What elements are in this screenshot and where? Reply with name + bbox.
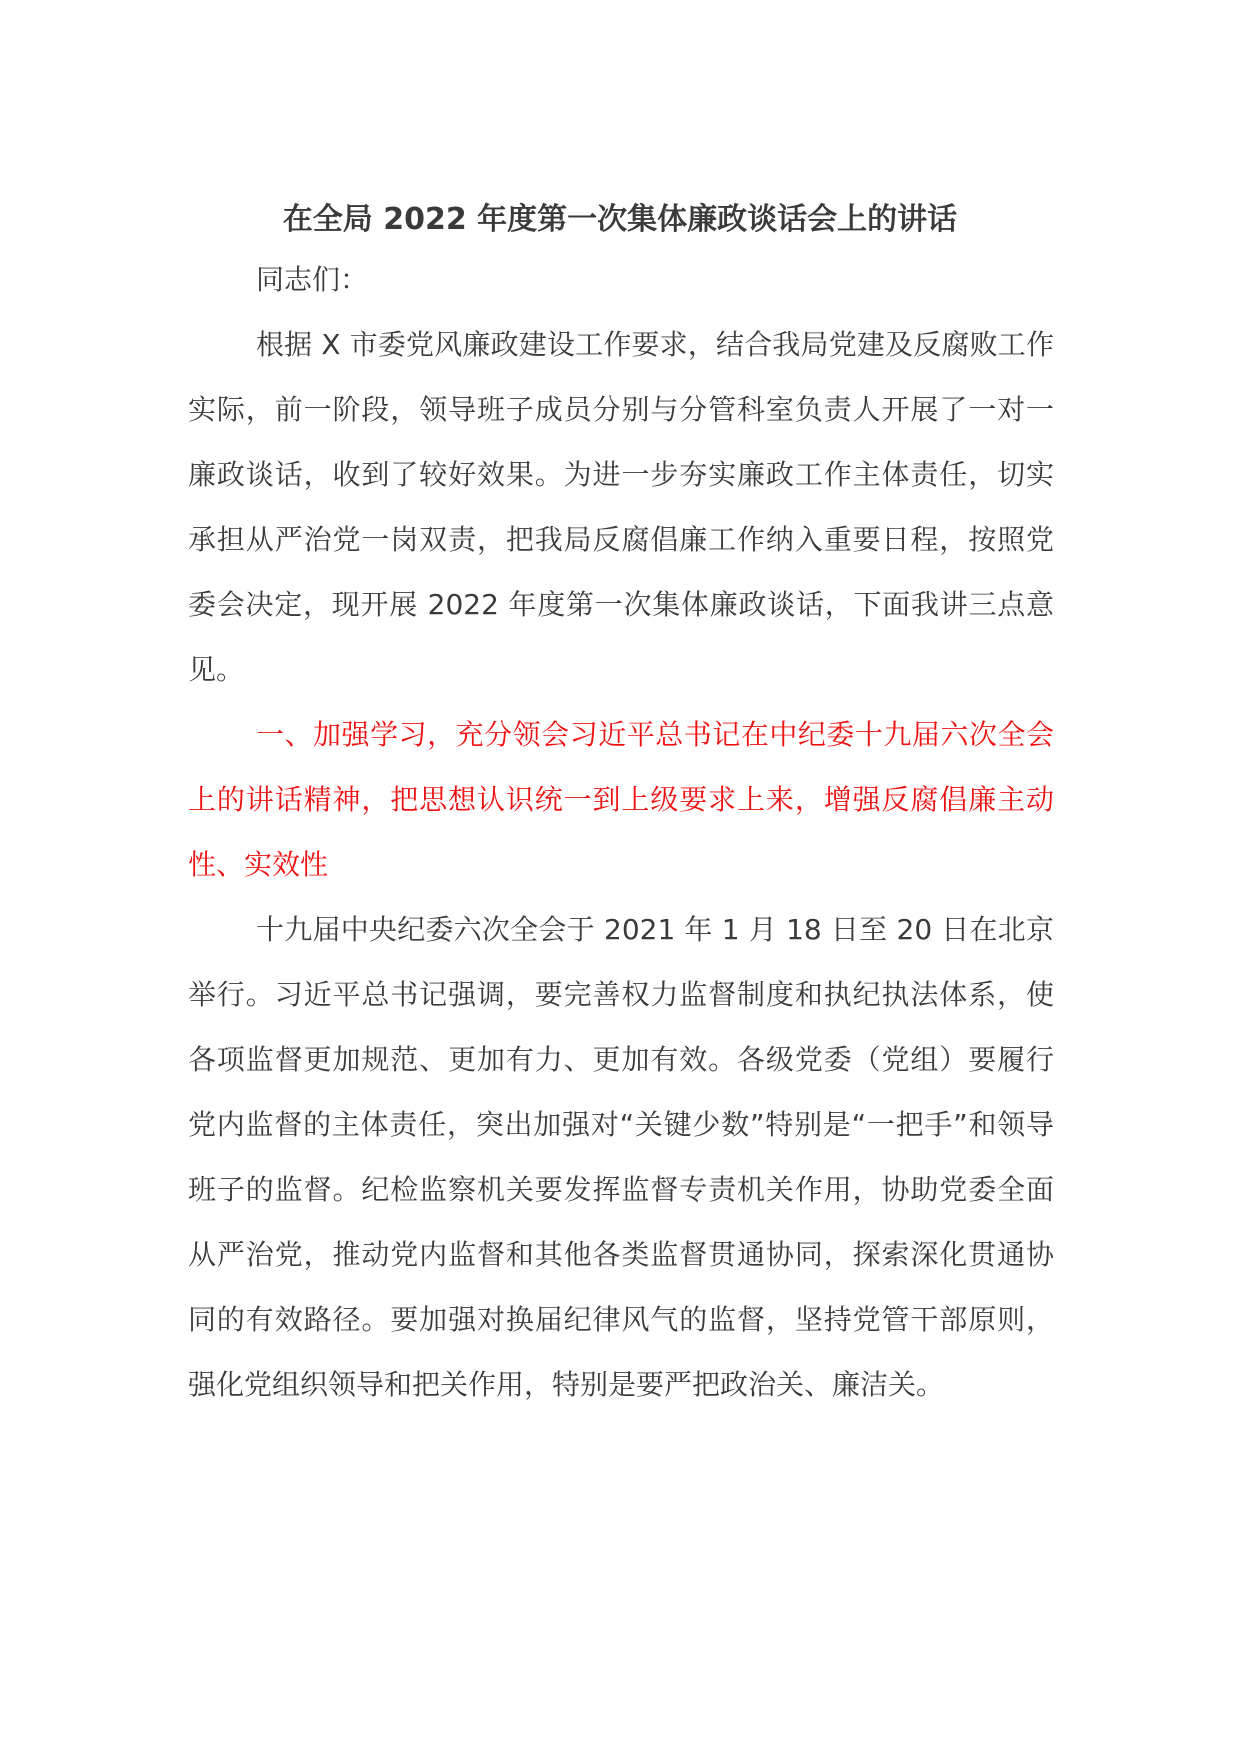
greeting: 同志们： xyxy=(256,263,369,296)
section-heading-1: 一、加强学习，充分领会习近平总书记在中纪委十九届六次全会上的讲话精神，把思想认识统一到上级要求上来，增强反腐倡廉主动性、实效性 xyxy=(188,718,1054,881)
paragraph-intro: 根据 X 市委党风廉政建设工作要求，结合我局党建及反腐败工作实际，前一阶段，领导班子成员分别与分管科室负责人开展了一对一廉政谈话，收到了较好效果。为进一步夯实廉政工作主体责任，切实承担从严治党一岗双责，把我局反腐倡廉工作纳入重要日程，按照党委会决定，现开展 2022 年度第一次集体廉政谈话，下面我讲三点意见。 xyxy=(188,328,1054,686)
document-body xyxy=(188,247,1054,1417)
paragraph-section-1-body: 十九届中央纪委六次全会于 2021 年 1 月 18 日至 20 日在北京举行。习近平总书记强调，要完善权力监督制度和执纪执法体系，使各项监督更加规范、更加有力、更加有效。各级党委（党组）要履行党内监督的主体责任，突出加强对“关键少数”特别是“一把手”和领导班子的监督。纪检监察机关要发挥监督专责机关作用，协助党委全面从严治党，推动党内监督和其他各类监督贯通协同，探索深化贯通协同的有效路径。要加强对换届纪律风气的监督，坚持党管干部原则，强化党组织领导和把关作用，特别是要严把政治关、廉洁关。 xyxy=(188,913,1054,1401)
document-title: 在全局 2022 年度第一次集体廉政谈话会上的讲话 xyxy=(282,202,958,237)
